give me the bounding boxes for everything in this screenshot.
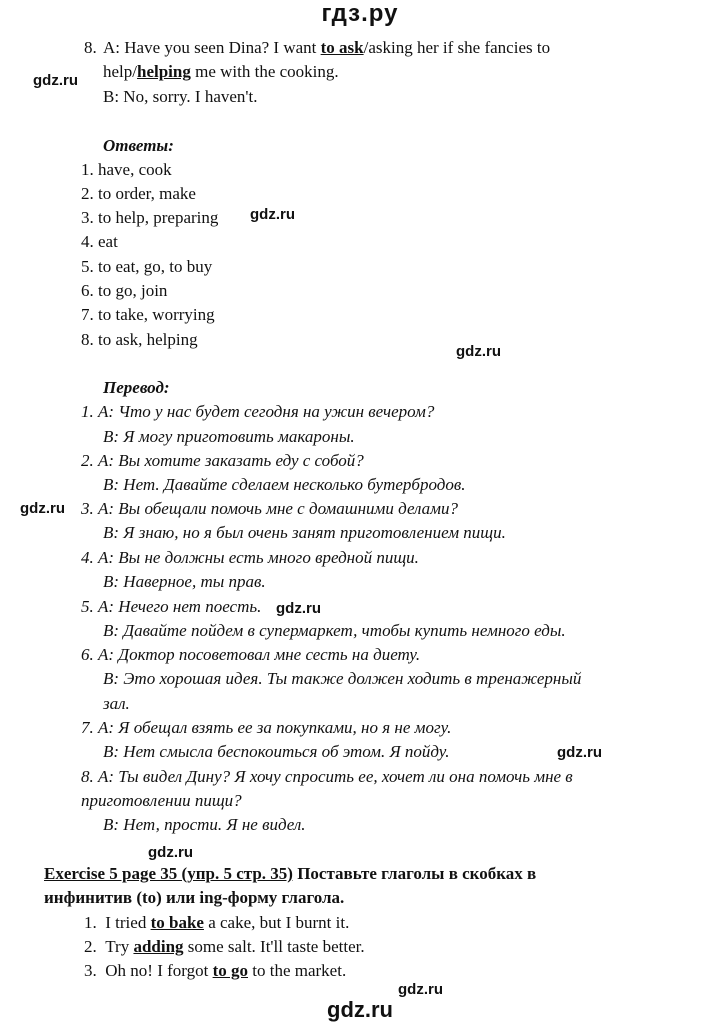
watermark-logo: gdz.ru — [557, 744, 602, 761]
translation-line: 2. А: Вы хотите заказать еду с собой? — [81, 451, 364, 470]
dialogue-8-line-b: B: No, sorry. I haven't. — [103, 87, 258, 106]
translation-line: 7. А: Я обещал взять ее за покупками, но я не могу. — [81, 718, 452, 737]
watermark-logo: gdz.ru — [20, 500, 65, 517]
translation-line: В: Я могу приготовить макароны. — [103, 427, 355, 446]
translation-line: 1. А: Что у нас будет сегодня на ужин вечером? — [81, 402, 435, 421]
dialogue-8-line-a: A: Have you seen Dina? I want to ask/asking her if she fancies to — [103, 38, 551, 57]
answer-item: 6. to go, join — [81, 281, 168, 300]
site-header-title: гдз.ру — [321, 0, 399, 27]
translation-line: В: Нет, прости. Я не видел. — [103, 815, 306, 834]
translation-line: 6. А: Доктор посоветовал мне сесть на диету. — [81, 645, 421, 664]
translation-line: приготовлении пищи? — [81, 791, 242, 810]
translation-line: В: Наверное, ты прав. — [103, 572, 266, 591]
answer-item: 3. to help, preparing — [81, 208, 219, 227]
translation-line: В: Нет. Давайте сделаем несколько бутербродов. — [103, 475, 466, 494]
translation-heading: Перевод: — [103, 378, 170, 397]
translation-line: 4. А: Вы не должны есть много вредной пищи. — [81, 548, 419, 567]
dialogue-8-line-a-cont: help/helping me with the cooking. — [103, 62, 339, 81]
translation-line: 5. А: Нечего нет поесть. — [81, 597, 262, 616]
watermark-logo: gdz.ru — [456, 343, 501, 360]
answer-item: 8. to ask, helping — [81, 330, 198, 349]
answer-item: 7. to take, worrying — [81, 305, 215, 324]
watermark-logo: gdz.ru — [148, 844, 193, 861]
translation-line: В: Я знаю, но я был очень занят приготовлением пищи. — [103, 523, 506, 542]
answers-heading: Ответы: — [103, 136, 174, 155]
translation-line: В: Давайте пойдем в супермаркет, чтобы купить немного еды. — [103, 621, 566, 640]
translation-line: 3. А: Вы обещали помочь мне с домашними делами? — [81, 499, 459, 518]
watermark-logo: gdz.ru — [33, 72, 78, 89]
answer-item: 1. have, cook — [81, 160, 172, 179]
answer-item: 2. to order, make — [81, 184, 196, 203]
dialogue-8-number: 8. — [84, 38, 97, 57]
watermark-logo: gdz.ru — [398, 981, 443, 998]
watermark-logo: gdz.ru — [250, 206, 295, 223]
translation-line: 8. А: Ты видел Дину? Я хочу спросить ее, хочет ли она помочь мне в — [81, 767, 573, 786]
answer-item: 4. eat — [81, 232, 118, 251]
translation-line: В: Нет смысла беспокоиться об этом. Я пойду. — [103, 742, 450, 761]
translation-line: зал. — [103, 694, 130, 713]
exercise-5-item: 1. I tried to bake a cake, but I burnt it. — [84, 913, 350, 932]
exercise-5-item: 3. Oh no! I forgot to go to the market. — [84, 961, 347, 980]
watermark-logo: gdz.ru — [276, 600, 321, 617]
exercise-5-title: Exercise 5 page 35 (упр. 5 стр. 35) Поставьте глаголы в скобках в — [44, 864, 537, 883]
exercise-5-title-cont: инфинитив (to) или ing-форму глагола. — [44, 888, 345, 907]
site-footer: gdz.ru — [327, 997, 393, 1022]
exercise-5-item: 2. Try adding some salt. It'll taste better. — [84, 937, 365, 956]
answer-item: 5. to eat, go, to buy — [81, 257, 213, 276]
translation-line: В: Это хорошая идея. Ты также должен ходить в тренажерный — [103, 669, 582, 688]
